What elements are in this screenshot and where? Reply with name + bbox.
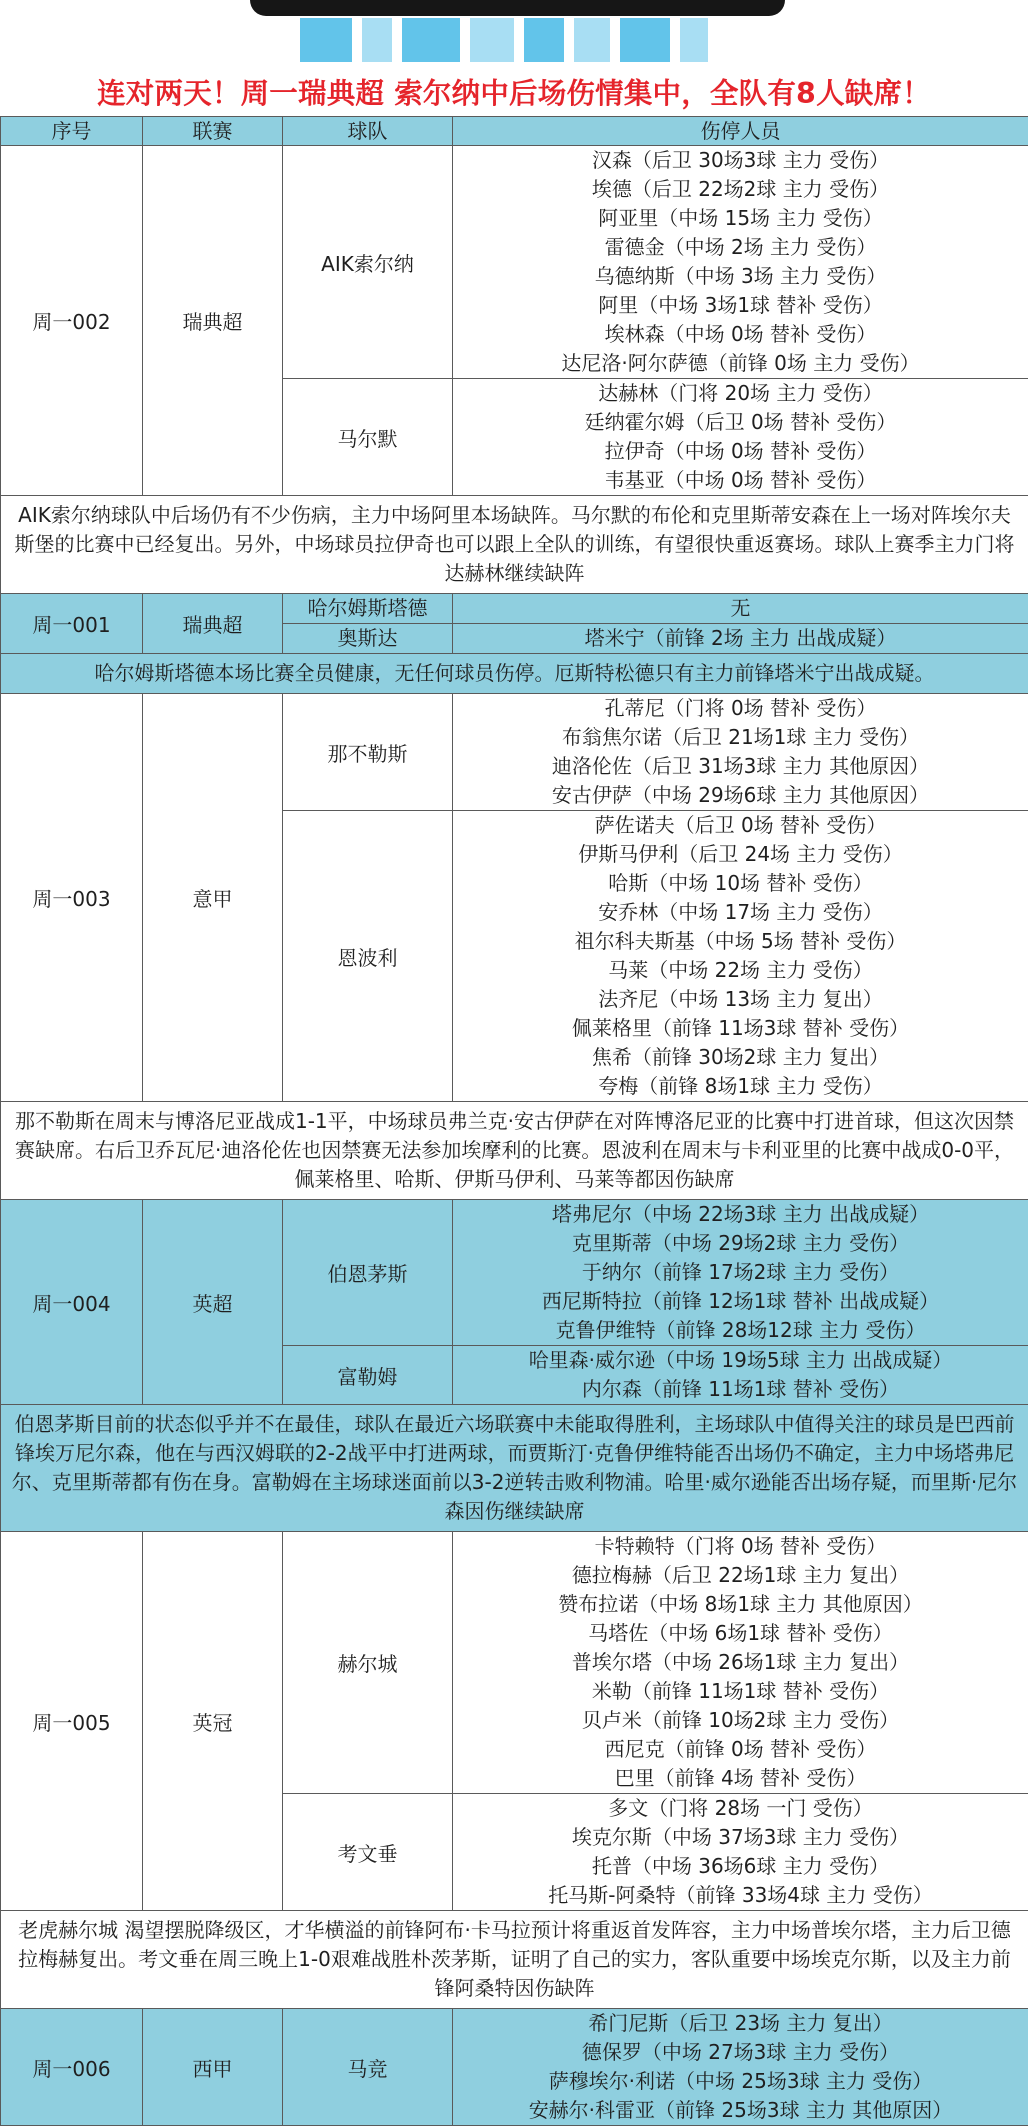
match-row [1, 694, 1028, 811]
injured-player: 安乔林（中场 17场 主力 受伤） [453, 898, 1028, 927]
analysis-note: 伯恩茅斯目前的状态似乎并不在最佳，球队在最近六场联赛中未能取得胜利，主场球队中值得关注的球员是巴西前锋埃万尼尔森，他在与西汉姆联的2-2战平中打进两球，而贾斯汀·克鲁伊维特能否出场仍不确定，主力中场塔弗尼尔、克里斯蒂都有伤在身。富勒姆在主场球迷面前以3-2逆转击败利物浦。哈里·威尔逊能否出场存疑，而里斯·尼尔森因伤继续缺席 [1, 1405, 1028, 1532]
injured-player: 廷纳霍尔姆（后卫 0场 替补 受伤） [453, 408, 1028, 437]
injured-player: 孔蒂尼（门将 0场 替补 受伤） [453, 694, 1028, 723]
injured-player: 萨佐诺夫（后卫 0场 替补 受伤） [453, 811, 1028, 840]
injured-player: 西尼克（前锋 0场 替补 受伤） [453, 1735, 1028, 1764]
injury-list [453, 811, 1028, 1102]
match-league: 西甲 [143, 2009, 283, 2126]
injured-player: 德拉梅赫（后卫 22场1球 主力 复出） [453, 1561, 1028, 1590]
injured-player: 哈斯（中场 10场 替补 受伤） [453, 869, 1028, 898]
match-row [1, 1200, 1028, 1346]
injured-player: 阿亚里（中场 15场 主力 受伤） [453, 204, 1028, 233]
logo-banner [0, 0, 1028, 72]
injured-player: 托普（中场 36场6球 主力 受伤） [453, 1852, 1028, 1881]
injured-player: 于纳尔（前锋 17场2球 主力 受伤） [453, 1258, 1028, 1287]
injured-player: 巴里（前锋 4场 替补 受伤） [453, 1764, 1028, 1793]
header-team: 球队 [283, 117, 453, 146]
injured-player: 安赫尔·科雷亚（前锋 25场3球 主力 其他原因） [453, 2096, 1028, 2125]
injured-player: 乌德纳斯（中场 3场 主力 受伤） [453, 262, 1028, 291]
injury-list [453, 1794, 1028, 1911]
injury-list [453, 694, 1028, 811]
match-row [1, 594, 1028, 624]
page-headline: 连对两天！周一瑞典超 索尔纳中后场伤情集中，全队有8人缺席！ [0, 72, 1028, 116]
injured-player: 哈里森·威尔逊（中场 19场5球 主力 出战成疑） [453, 1346, 1028, 1375]
match-row [1, 146, 1028, 379]
injured-player: 克鲁伊维特（前锋 28场12球 主力 受伤） [453, 1316, 1028, 1345]
match-league: 瑞典超 [143, 146, 283, 496]
analysis-row [1, 1102, 1028, 1200]
match-no: 周一004 [1, 1200, 143, 1405]
injured-player: 贝卢米（前锋 10场2球 主力 受伤） [453, 1706, 1028, 1735]
team-name: 赫尔城 [283, 1532, 453, 1794]
match-no: 周一003 [1, 694, 143, 1102]
match-row [1, 1532, 1028, 1794]
injured-player: 无 [453, 594, 1028, 623]
analysis-note: 哈尔姆斯塔德本场比赛全员健康，无任何球员伤停。厄斯特松德只有主力前锋塔米宁出战成疑。 [1, 654, 1028, 694]
match-league: 英冠 [143, 1532, 283, 1911]
injured-player: 夸梅（前锋 8场1球 主力 受伤） [453, 1072, 1028, 1101]
injured-player: 希门尼斯（后卫 23场 主力 复出） [453, 2009, 1028, 2038]
injured-player: 萨穆埃尔·利诺（中场 25场3球 主力 受伤） [453, 2067, 1028, 2096]
match-no: 周一001 [1, 594, 143, 654]
injured-player: 焦希（前锋 30场2球 主力 复出） [453, 1043, 1028, 1072]
team-name: AIK索尔纳 [283, 146, 453, 379]
team-name: 奥斯达 [283, 624, 453, 654]
analysis-row [1, 496, 1028, 594]
analysis-note: 老虎赫尔城 渴望摆脱降级区，才华横溢的前锋阿布·卡马拉预计将重返首发阵容，主力中场普埃尔塔，主力后卫德拉梅赫复出。考文垂在周三晚上1-0艰难战胜朴茨茅斯，证明了自己的实力，客队重要中场埃克尔斯，以及主力前锋阿桑特因伤缺阵 [1, 1911, 1028, 2009]
injured-player: 塔米宁（前锋 2场 主力 出战成疑） [453, 624, 1028, 653]
team-name: 富勒姆 [283, 1346, 453, 1405]
analysis-row [1, 1911, 1028, 2009]
match-league: 意甲 [143, 694, 283, 1102]
injured-player: 祖尔科夫斯基（中场 5场 替补 受伤） [453, 927, 1028, 956]
blurred-logo-icon [300, 18, 708, 68]
analysis-row [1, 1405, 1028, 1532]
injured-player: 德保罗（中场 27场3球 主力 受伤） [453, 2038, 1028, 2067]
injury-list [453, 624, 1028, 654]
injured-player: 埃克尔斯（中场 37场3球 主力 受伤） [453, 1823, 1028, 1852]
table-header-row [1, 117, 1028, 146]
injured-player: 马莱（中场 22场 主力 受伤） [453, 956, 1028, 985]
injury-list [453, 146, 1028, 379]
injured-player: 阿里（中场 3场1球 替补 受伤） [453, 291, 1028, 320]
injury-list [453, 594, 1028, 624]
header-injury: 伤停人员 [453, 117, 1028, 146]
injured-player: 法齐尼（中场 13场 主力 复出） [453, 985, 1028, 1014]
injured-player: 伊斯马伊利（后卫 24场 主力 受伤） [453, 840, 1028, 869]
injury-list [453, 1200, 1028, 1346]
team-name: 恩波利 [283, 811, 453, 1102]
team-name: 哈尔姆斯塔德 [283, 594, 453, 624]
logo-top-bar [250, 0, 785, 16]
injured-player: 达赫林（门将 20场 主力 受伤） [453, 379, 1028, 408]
injured-player: 埃德（后卫 22场2球 主力 受伤） [453, 175, 1028, 204]
team-name: 马尔默 [283, 379, 453, 496]
team-name: 马竞 [283, 2009, 453, 2126]
header-no: 序号 [1, 117, 143, 146]
injury-list [453, 2009, 1028, 2126]
team-name: 伯恩茅斯 [283, 1200, 453, 1346]
injured-player: 埃林森（中场 0场 替补 受伤） [453, 320, 1028, 349]
injured-player: 米勒（前锋 11场1球 替补 受伤） [453, 1677, 1028, 1706]
injured-player: 克里斯蒂（中场 29场2球 主力 受伤） [453, 1229, 1028, 1258]
injury-list [453, 379, 1028, 496]
injured-player: 雷德金（中场 2场 主力 受伤） [453, 233, 1028, 262]
injured-player: 佩莱格里（前锋 11场3球 替补 受伤） [453, 1014, 1028, 1043]
analysis-note: AIK索尔纳球队中后场仍有不少伤病，主力中场阿里本场缺阵。马尔默的布伦和克里斯蒂安森在上一场对阵埃尔夫斯堡的比赛中已经复出。另外，中场球员拉伊奇也可以跟上全队的训练，有望很快重返赛场。球队上赛季主力门将达赫林继续缺阵 [1, 496, 1028, 594]
injured-player: 普埃尔塔（中场 26场1球 主力 复出） [453, 1648, 1028, 1677]
injured-player: 多文（门将 28场 一门 受伤） [453, 1794, 1028, 1823]
table-body [1, 146, 1028, 2126]
team-name: 那不勒斯 [283, 694, 453, 811]
injured-player: 西尼斯特拉（前锋 12场1球 替补 出战成疑） [453, 1287, 1028, 1316]
match-league: 瑞典超 [143, 594, 283, 654]
injured-player: 达尼洛·阿尔萨德（前锋 0场 主力 受伤） [453, 349, 1028, 378]
header-league: 联赛 [143, 117, 283, 146]
injured-player: 马塔佐（中场 6场1球 替补 受伤） [453, 1619, 1028, 1648]
injured-player: 安古伊萨（中场 29场6球 主力 其他原因） [453, 781, 1028, 810]
match-league: 英超 [143, 1200, 283, 1405]
injured-player: 拉伊奇（中场 0场 替补 受伤） [453, 437, 1028, 466]
analysis-note: 那不勒斯在周末与博洛尼亚战成1-1平，中场球员弗兰克·安古伊萨在对阵博洛尼亚的比赛中打进首球，但这次因禁赛缺席。右后卫乔瓦尼·迪洛伦佐也因禁赛无法参加埃摩利的比赛。恩波利在周末与卡利亚里的比赛中战成0-0平，佩莱格里、哈斯、伊斯马伊利、马莱等都因伤缺席 [1, 1102, 1028, 1200]
injured-player: 韦基亚（中场 0场 替补 受伤） [453, 466, 1028, 495]
injured-player: 赞布拉诺（中场 8场1球 主力 其他原因） [453, 1590, 1028, 1619]
injury-list [453, 1532, 1028, 1794]
injured-player: 内尔森（前锋 11场1球 替补 受伤） [453, 1375, 1028, 1404]
match-no: 周一002 [1, 146, 143, 496]
injured-player: 托马斯-阿桑特（前锋 33场4球 主力 受伤） [453, 1881, 1028, 1910]
injured-player: 卡特赖特（门将 0场 替补 受伤） [453, 1532, 1028, 1561]
injured-player: 迪洛伦佐（后卫 31场3球 主力 其他原因） [453, 752, 1028, 781]
injured-player: 汉森（后卫 30场3球 主力 受伤） [453, 146, 1028, 175]
injured-player: 塔弗尼尔（中场 22场3球 主力 出战成疑） [453, 1200, 1028, 1229]
injured-player: 布翁焦尔诺（后卫 21场1球 主力 受伤） [453, 723, 1028, 752]
match-no: 周一005 [1, 1532, 143, 1911]
team-name: 考文垂 [283, 1794, 453, 1911]
analysis-row [1, 654, 1028, 694]
match-row [1, 2009, 1028, 2126]
injury-list [453, 1346, 1028, 1405]
injury-table [0, 116, 1028, 2126]
match-no: 周一006 [1, 2009, 143, 2126]
